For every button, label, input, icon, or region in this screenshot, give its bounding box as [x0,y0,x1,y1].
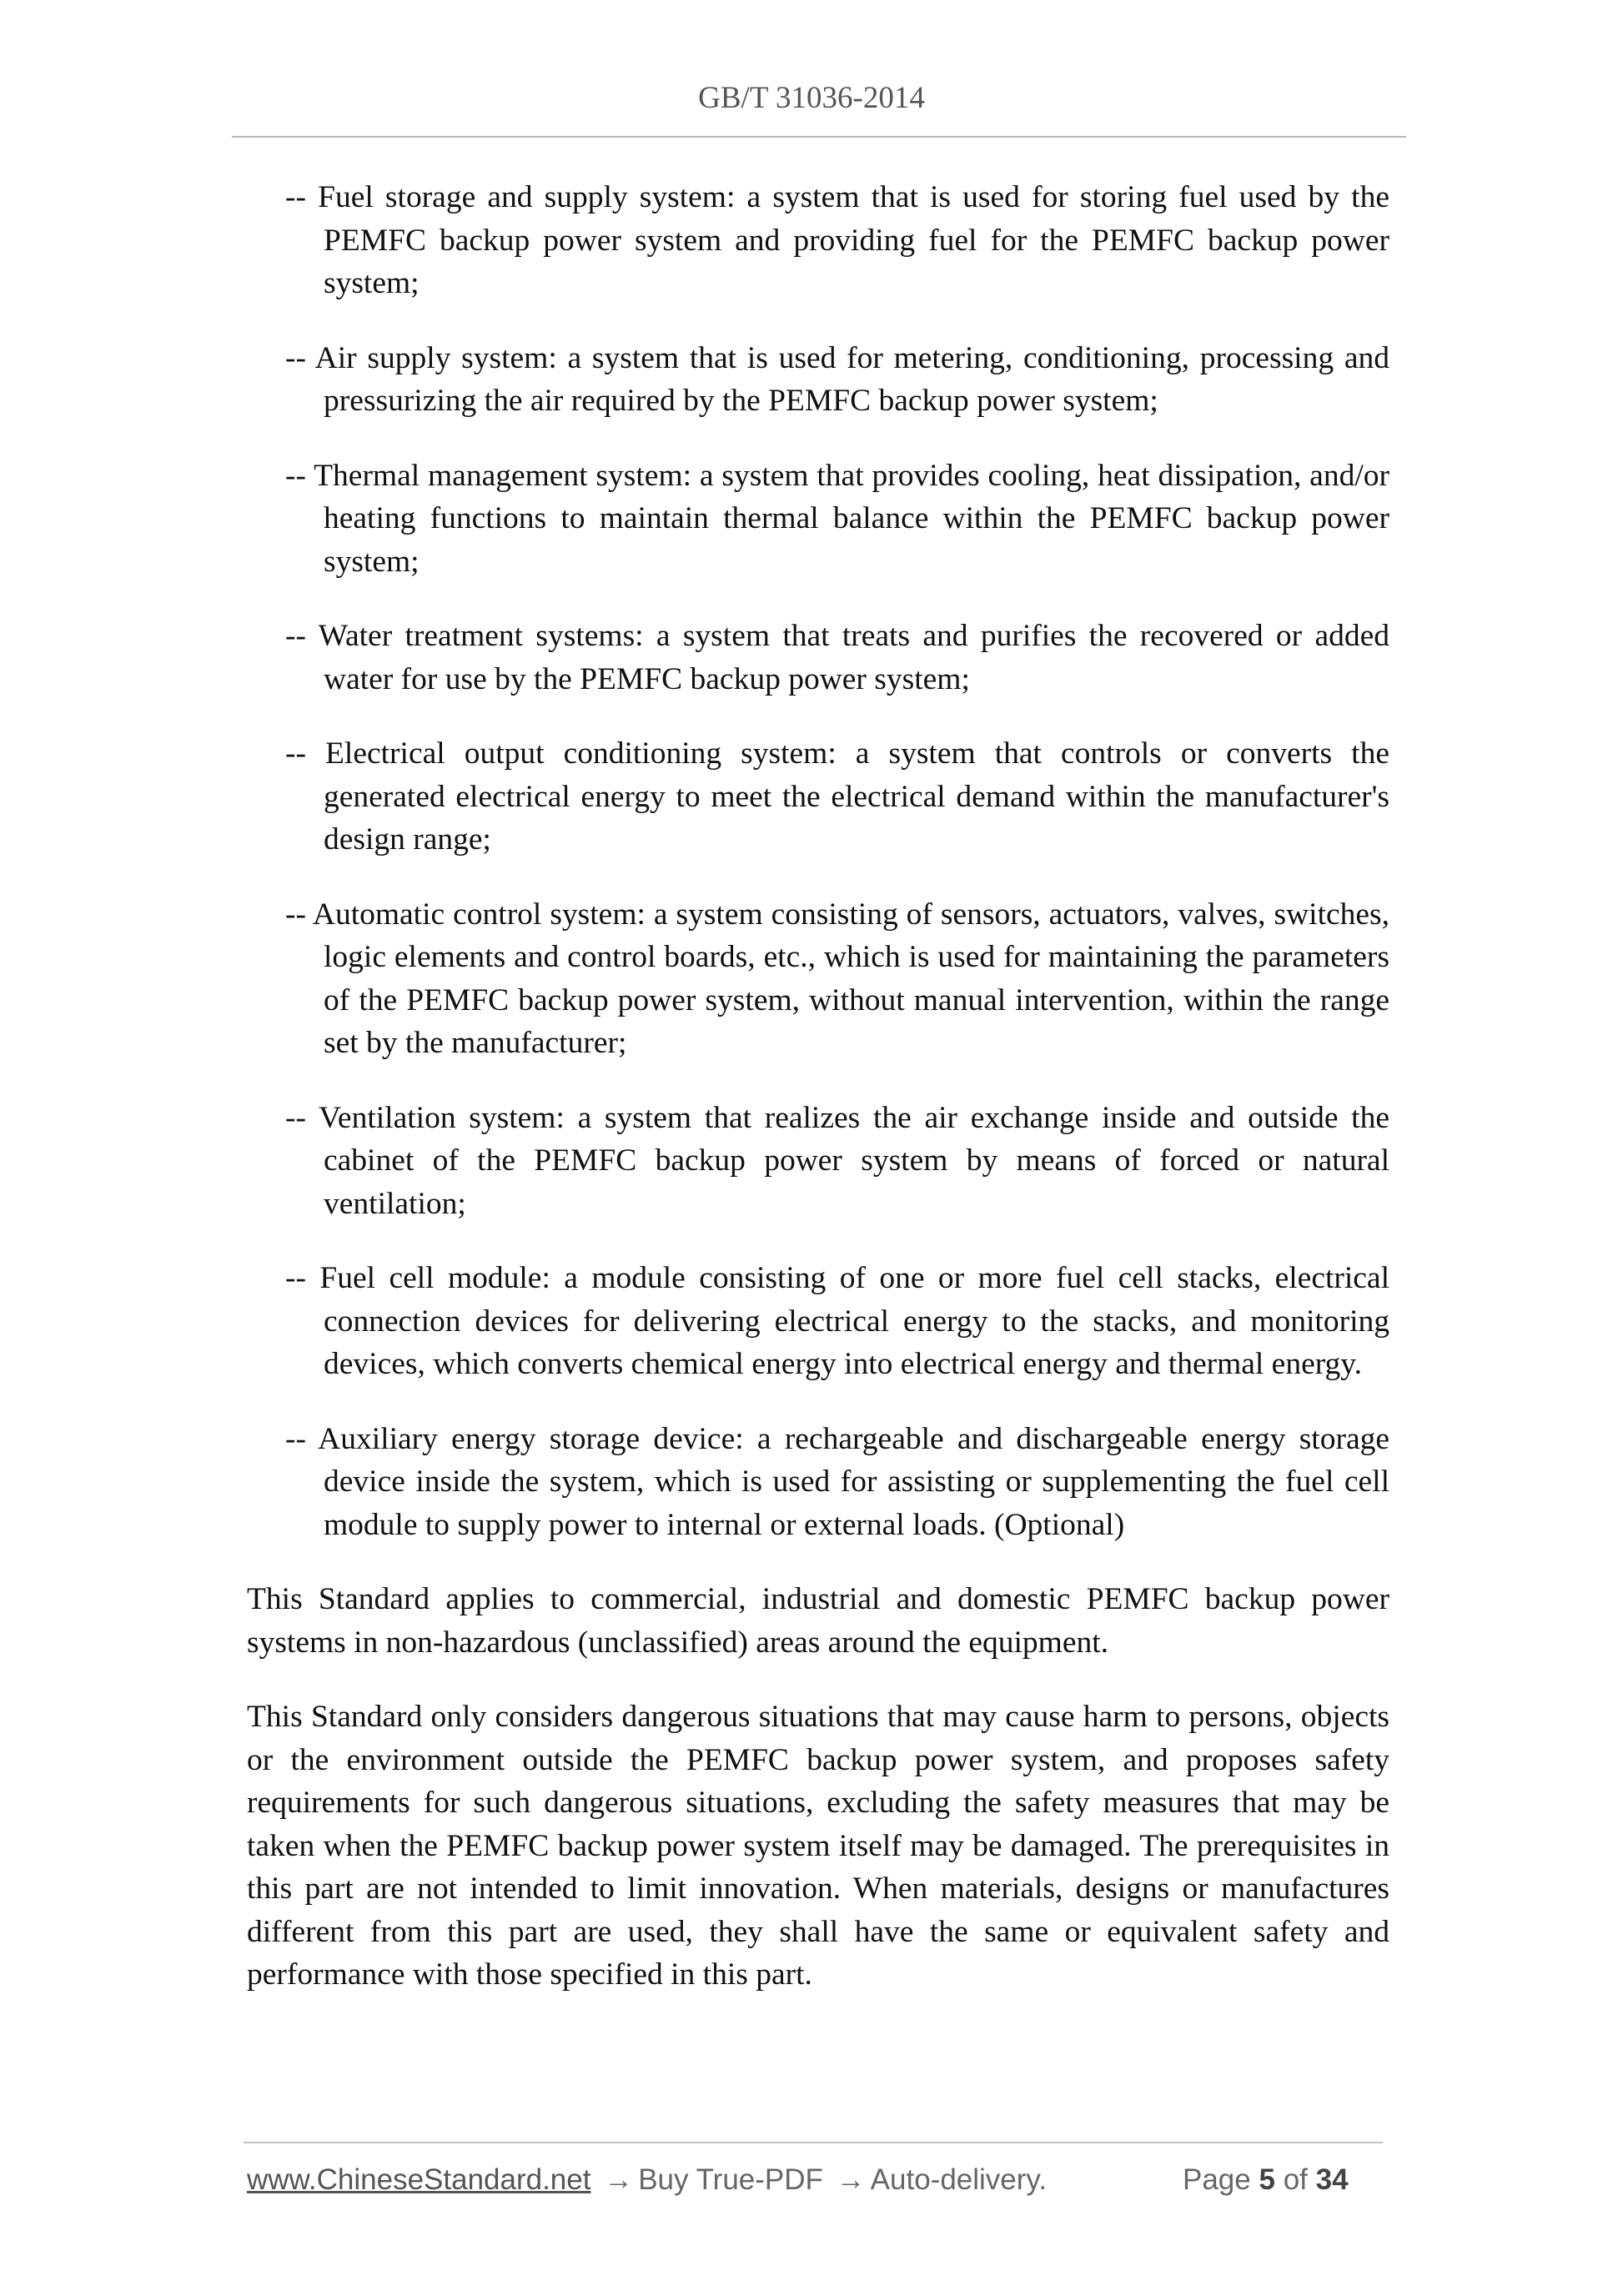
website-link[interactable]: www.ChineseStandard.net [247,2163,591,2196]
of-label: of [1283,2163,1308,2196]
arrow-right-icon: → [836,2163,866,2196]
footer-divider [244,2142,1383,2143]
footer-promo [247,2163,1047,2197]
list-item-water-treatment: -- Water treatment systems: a system that treats and purifies the recovered or added water for use by the PEMFC backup power system; [285,619,1389,696]
list-item-ventilation: -- Ventilation system: a system that realizes the air exchange inside and outside the cabinet of the PEMFC backup power system by means of forced or natural ventilation; [285,1100,1389,1221]
paragraph-hazards: This Standard only considers dangerous situations that may cause harm to persons, objects or the environment outside the PEMFC backup power system, and proposes safety requirements for such dangerous situations, excluding the safety measures that may be taken when the PEMFC backup power system itself may be damaged. The prerequisites in this part are not intended to limit innovation. When materials, designs or manufactures different from this part are used, they shall have the same or equivalent safety and performance with those specified in this part. [247,1700,1389,1992]
list-item-electrical-output: -- Electrical output conditioning system: a system that controls or converts the generated electrical energy to meet the electrical demand within the manufacturer's design range; [285,736,1389,857]
list-item-fuel-storage: -- Fuel storage and supply system: a system that is used for storing fuel used by the PEMFC backup power system and providing fuel for the PEMFC backup power system; [285,180,1389,300]
list-item-air-supply: -- Air supply system: a system that is used for metering, conditioning, processing and pressurizing the air required by the PEMFC backup power system; [285,340,1389,418]
page-label: Page [1183,2163,1251,2196]
page-indicator [1183,2163,1349,2197]
list-item-automatic-control: -- Automatic control system: a system consisting of sensors, actuators, valves, switches, logic elements and control boards, etc., which is used for maintaining the parameters of the PEMFC backup power system, without manual intervention, within the range set by the manufacturer; [285,897,1389,1060]
header-divider [232,136,1406,138]
auto-delivery-text: Auto-delivery. [870,2163,1048,2196]
page-number: 5 [1259,2163,1275,2196]
document-body [247,176,1389,2028]
document-header-title: GB/T 31036-2014 [698,81,925,115]
arrow-right-icon: → [604,2163,634,2196]
buy-true-pdf-text: Buy True-PDF [638,2163,823,2196]
total-pages: 34 [1315,2163,1349,2196]
list-item-thermal-management: -- Thermal management system: a system that provides cooling, heat dissipation, and/or heating functions to maintain thermal balance within the PEMFC backup power system; [285,458,1389,579]
list-item-fuel-cell-module: -- Fuel cell module: a module consisting of one or more fuel cell stacks, electrical connection devices for delivering electrical energy to the stacks, and monitoring devices, which converts chemical energy into electrical energy and thermal energy. [285,1261,1389,1381]
paragraph-scope: This Standard applies to commercial, industrial and domestic PEMFC backup power systems in non-hazardous (unclassified) areas around the equipment. [247,1582,1389,1660]
list-item-auxiliary-storage: -- Auxiliary energy storage device: a rechargeable and dischargeable energy storage device inside the system, which is used for assisting or supplementing the fuel cell module to supply power to internal or external loads. (Optional) [285,1421,1389,1542]
